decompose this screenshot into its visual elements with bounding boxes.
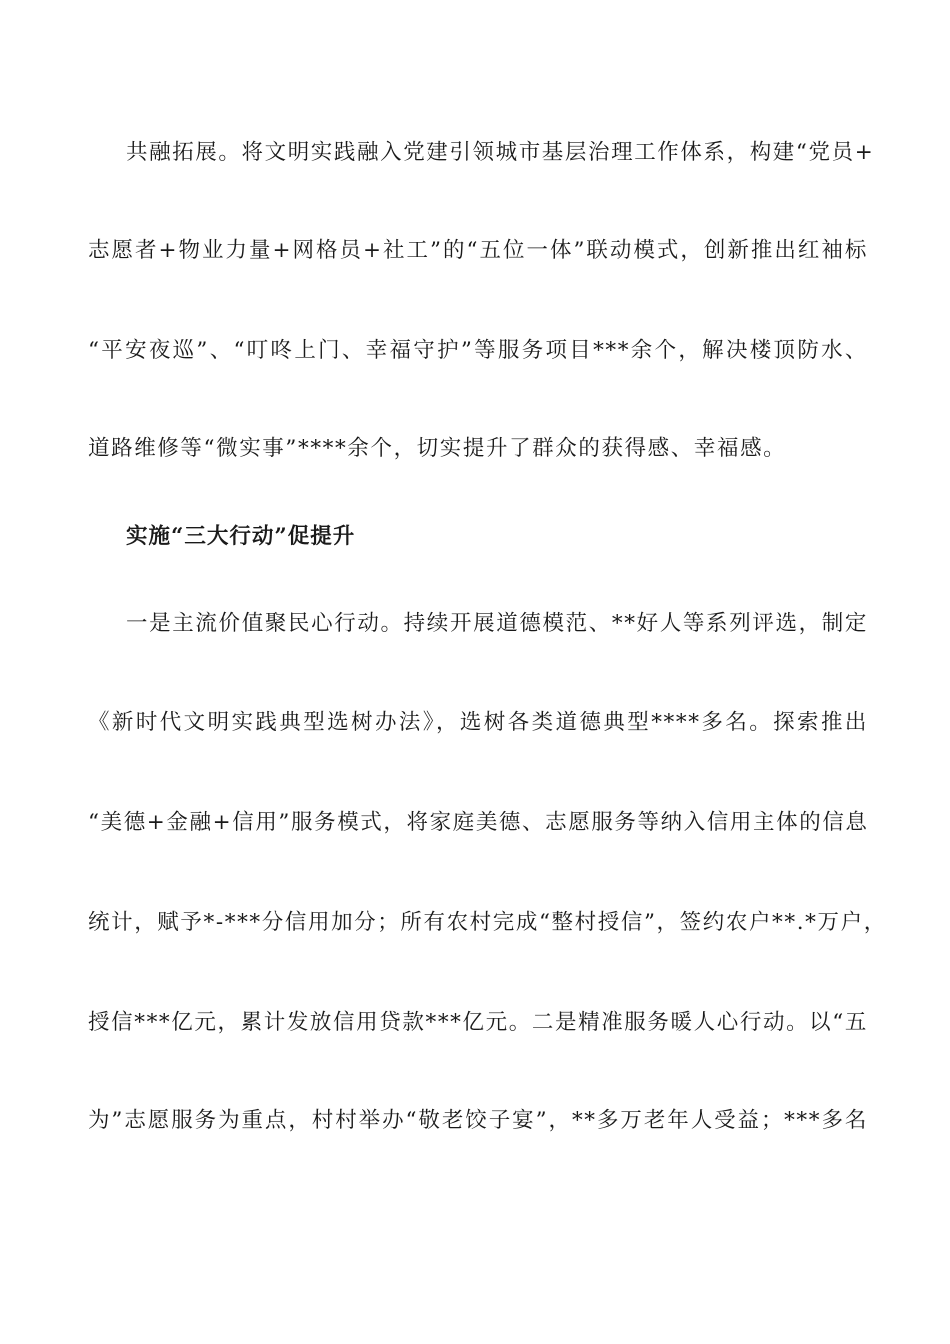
paragraph-2-line-4: 统计，赋予*-***分信用加分；所有农村完成“整村授信”，签约农户**.*万户， <box>88 910 887 935</box>
paragraph-1-line-1: 共融拓展。将文明实践融入党建引领城市基层治理工作体系，构建“党员+ <box>126 140 875 165</box>
paragraph-2-line-3: “美德+金融+信用”服务模式，将家庭美德、志愿服务等纳入信用主体的信息 <box>88 810 869 835</box>
section-heading: 实施“三大行动”促提升 <box>126 524 356 549</box>
paragraph-2-line-1: 一是主流价值聚民心行动。持续开展道德模范、**好人等系列评选，制定 <box>126 611 868 636</box>
paragraph-2-line-2: 《新时代文明实践典型选树办法》，选树各类道德典型****多名。探索推出 <box>88 710 868 735</box>
paragraph-1-line-4: 道路维修等“微实事”****余个，切实提升了群众的获得感、幸福感。 <box>88 436 787 461</box>
paragraph-2-line-5: 授信***亿元，累计发放信用贷款***亿元。二是精准服务暖人心行动。以“五 <box>88 1010 868 1035</box>
paragraph-2-line-6: 为”志愿服务为重点，村村举办“敬老饺子宴”，**多万老年人受益；***多名 <box>88 1108 868 1133</box>
paragraph-1-line-2: 志愿者+物业力量+网格员+社工”的“五位一体”联动模式，创新推出红袖标 <box>88 238 868 263</box>
paragraph-1-line-3: “平安夜巡”、“叮咚上门、幸福守护”等服务项目***余个，解决楼顶防水、 <box>88 338 868 363</box>
